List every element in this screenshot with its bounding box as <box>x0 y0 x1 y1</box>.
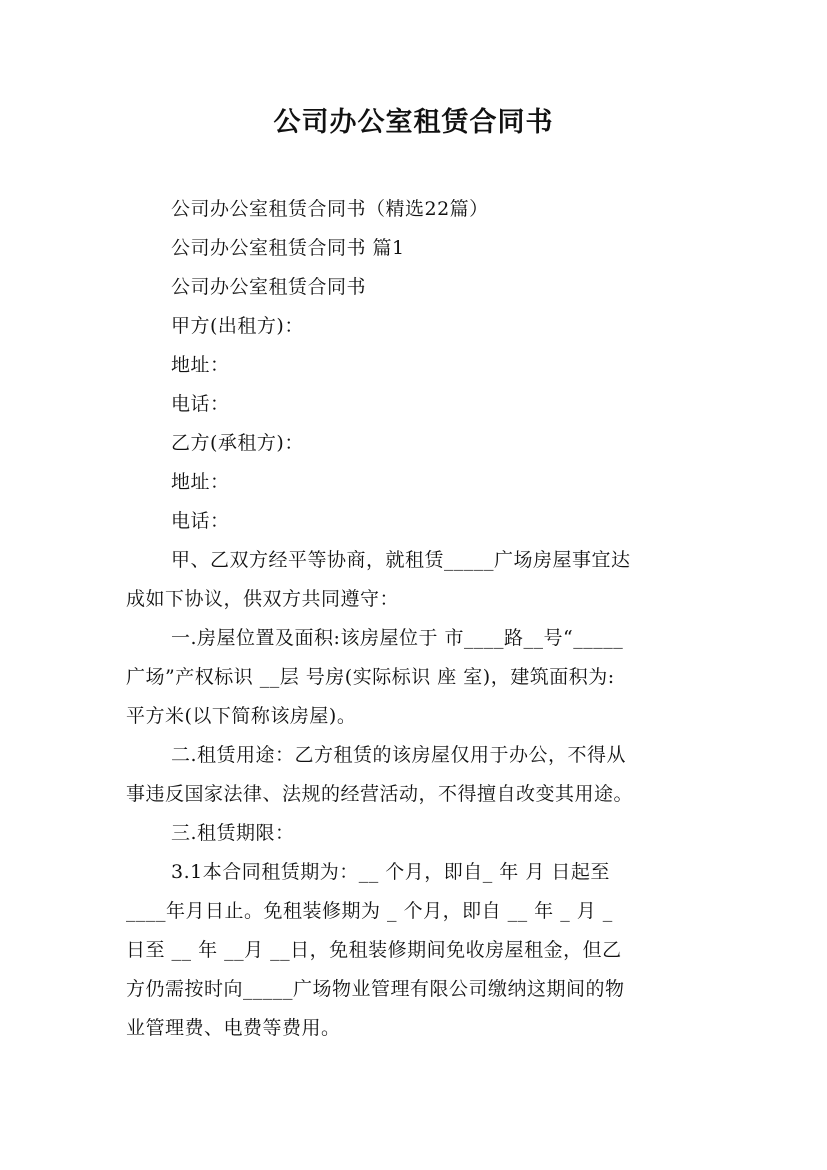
paragraph-line: 平方米(以下简称该房屋)。 <box>126 705 357 727</box>
paragraph-line: 二.租赁用途：乙方租赁的该房屋仅用于办公，不得从 <box>171 744 627 766</box>
paragraph-line: ____年月日止。免租装修期为 _ 个月，即自 __ 年 _ 月 _ <box>126 900 613 922</box>
paragraph-line: 一.房屋位置及面积:该房屋位于 市____路__号“_____ <box>171 627 624 649</box>
party-b-address: 地址： <box>171 471 230 493</box>
paragraph-line: 业管理费、电费等费用。 <box>126 1017 341 1039</box>
paragraph-line: 三.租赁期限： <box>171 822 295 844</box>
party-a-label: 甲方(出租方)： <box>171 315 304 337</box>
paragraph-line: 日至 __ 年 __月 __日，免租装修期间免收房屋租金，但乙 <box>126 939 622 961</box>
paragraph-line: 方仍需按时向_____广场物业管理有限公司缴纳这期间的物 <box>126 978 625 1000</box>
document-title: 公司办公室租赁合同书 <box>273 107 554 138</box>
paragraph-line: 3.1本合同租赁期为：__ 个月，即自_ 年 月 日起至 <box>171 861 610 883</box>
document-body <box>126 190 708 1048</box>
party-b-label: 乙方(承租方)： <box>171 432 304 454</box>
party-a-phone: 电话： <box>171 393 230 415</box>
party-a-address: 地址： <box>171 354 230 376</box>
section-heading-line: 公司办公室租赁合同书 篇1 <box>171 237 405 259</box>
paragraph-line: 事违反国家法律、法规的经营活动，不得擅自改变其用途。 <box>126 783 634 805</box>
paragraph-line: 广场”产权标识 __层 号房(实际标识 座 室)，建筑面积为: <box>126 666 615 688</box>
party-b-phone: 电话： <box>171 510 230 532</box>
contract-title-line: 公司办公室租赁合同书 <box>171 276 367 298</box>
paragraph-line: 甲、乙双方经平等协商，就租赁_____广场房屋事宜达 <box>171 549 631 571</box>
heading-line: 公司办公室租赁合同书（精选22篇） <box>171 198 489 220</box>
paragraph-line: 成如下协议，供双方共同遵守： <box>126 588 400 610</box>
